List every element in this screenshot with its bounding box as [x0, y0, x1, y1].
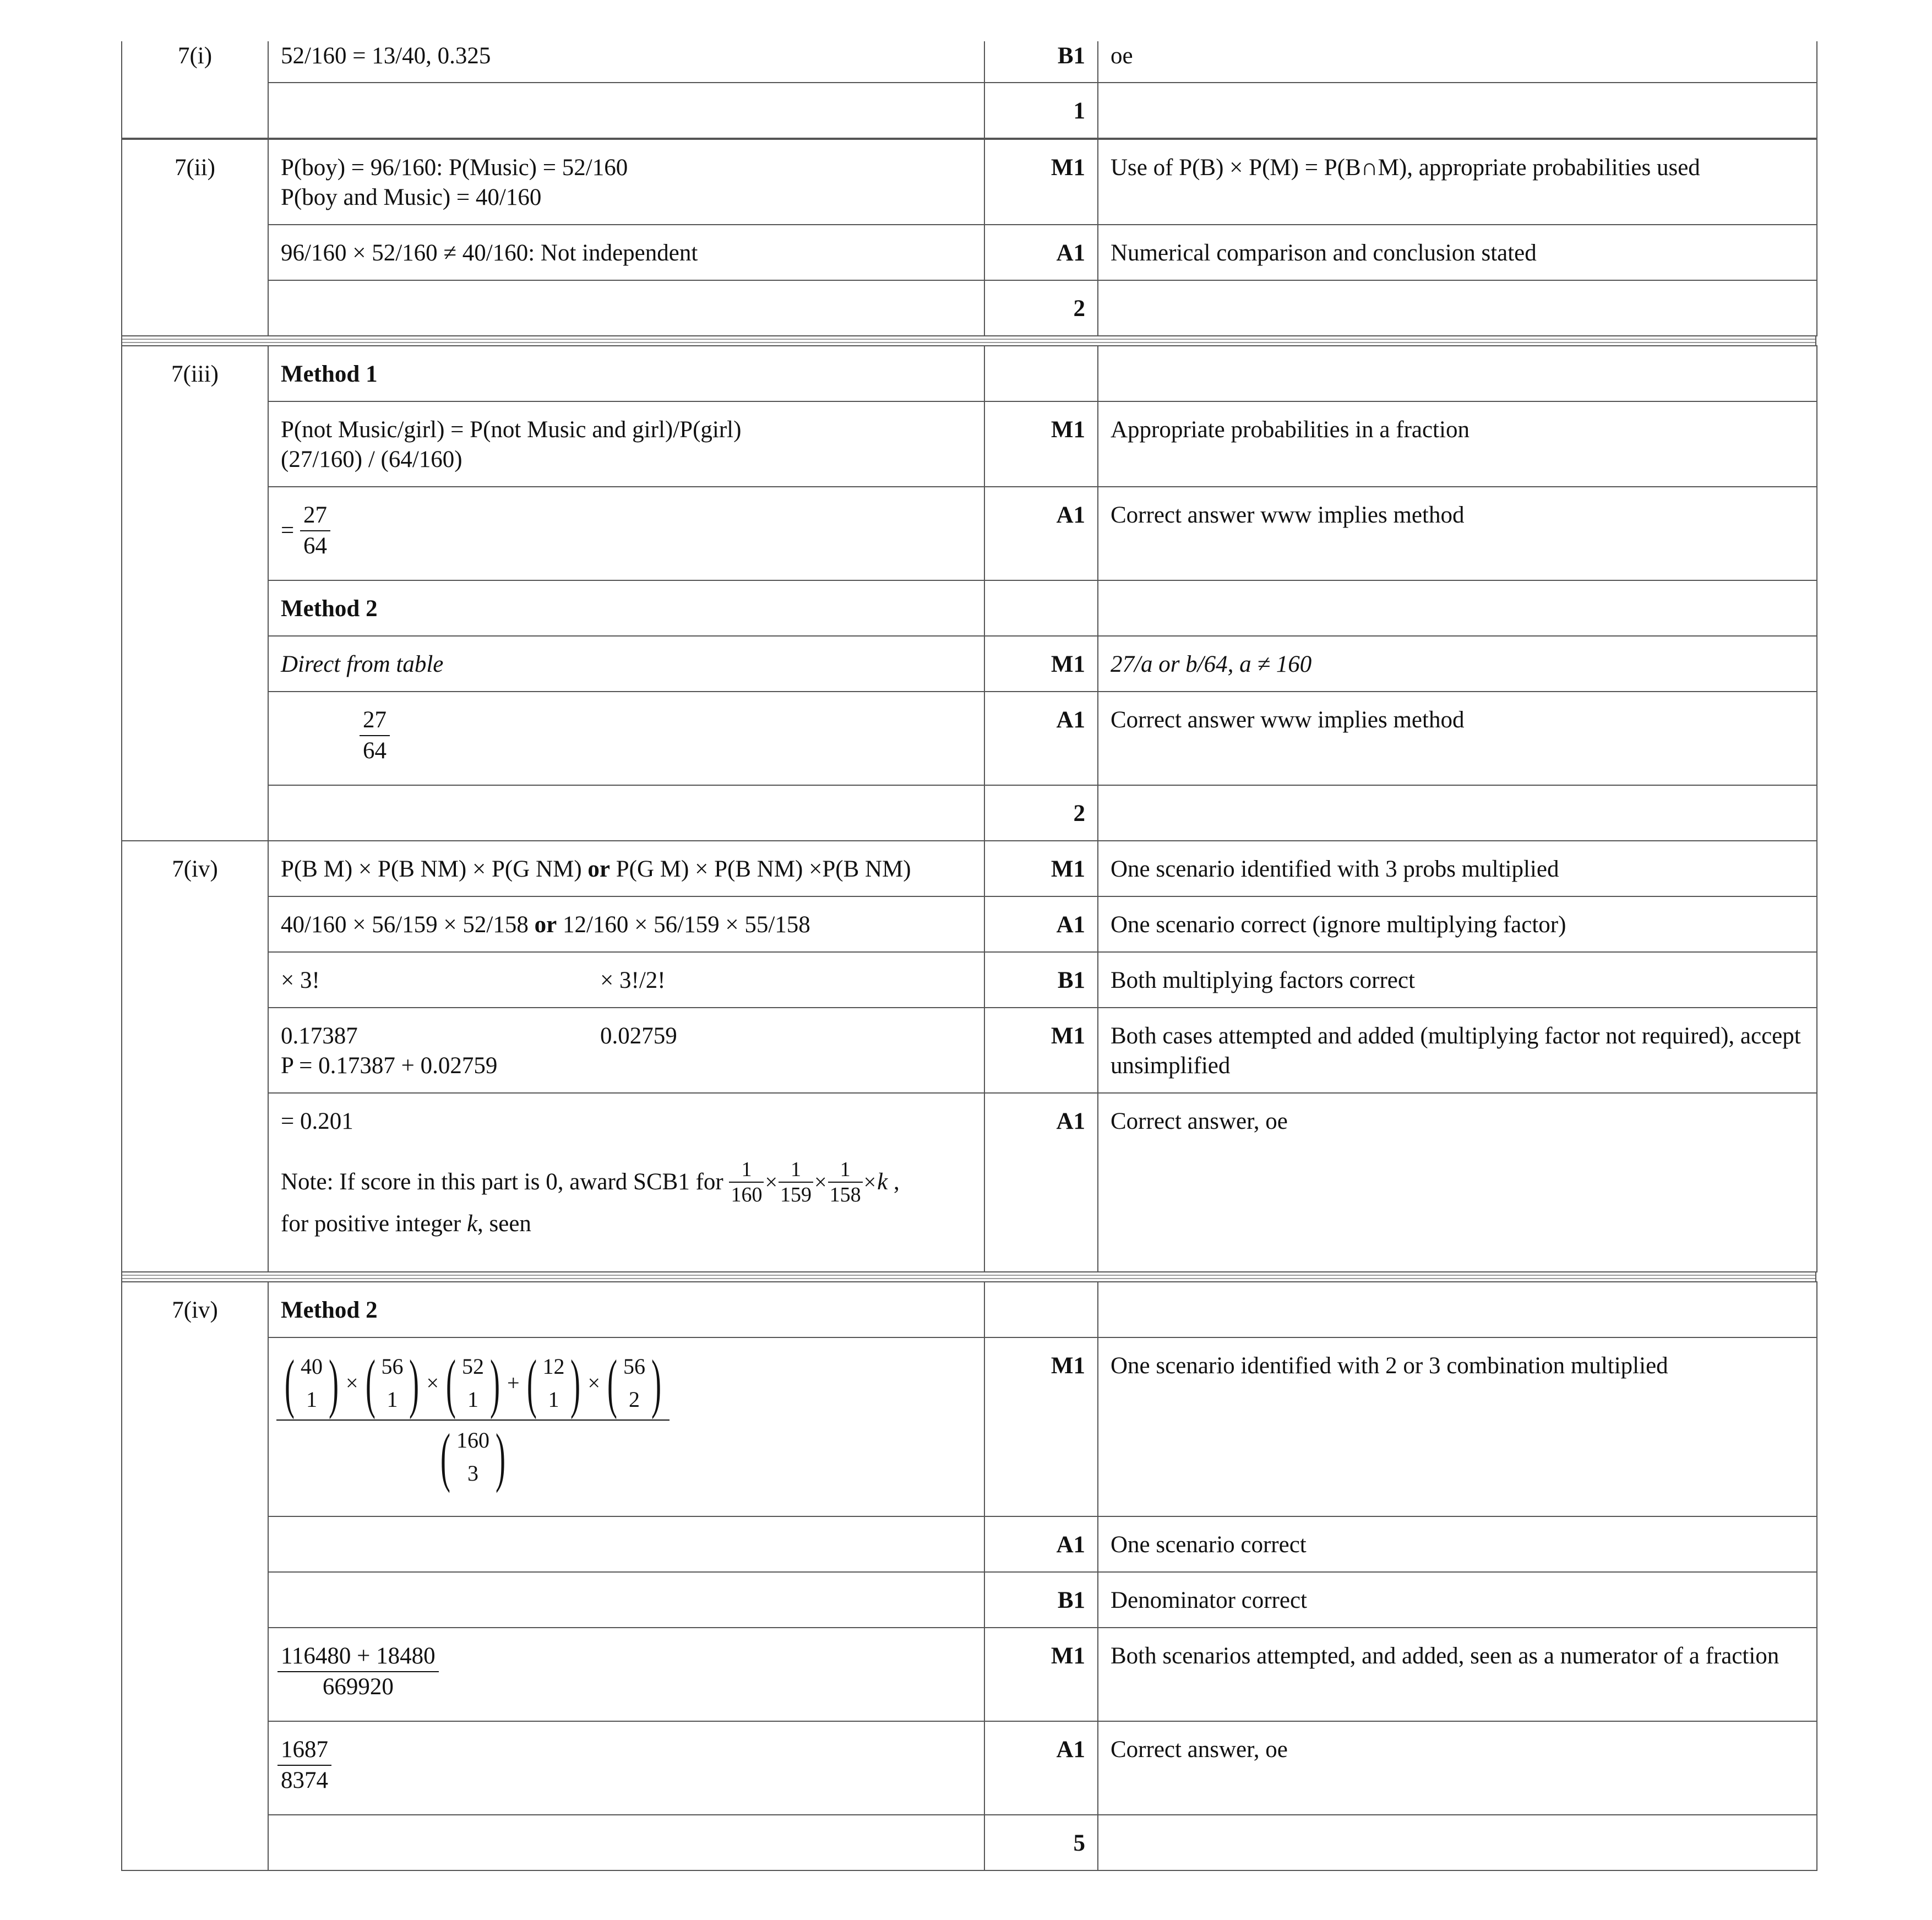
mark-cell: B1	[984, 41, 1098, 83]
answer-text: 0.02759	[600, 1022, 677, 1049]
binomial-top: 160	[456, 1427, 489, 1453]
table-row	[122, 636, 1817, 692]
note-text: for positive integer	[281, 1210, 467, 1237]
mark-scheme	[121, 41, 1816, 1871]
fraction	[277, 1641, 439, 1702]
numerator: 1	[729, 1157, 764, 1183]
denominator: 158	[829, 1183, 861, 1206]
answer-text: 12/160 × 56/159 × 55/158	[557, 911, 810, 938]
binomial-bottom: 1	[306, 1386, 317, 1412]
answer-text: × 3!	[281, 967, 320, 993]
mark-cell	[984, 346, 1098, 401]
answer-cell	[268, 280, 984, 336]
question-block-7ii	[121, 139, 1816, 336]
guidance-cell: oe	[1098, 41, 1817, 83]
table-row	[122, 1628, 1817, 1721]
method-heading: Method 2	[268, 580, 984, 636]
answer-cell	[268, 1008, 984, 1093]
guidance-cell: Both cases attempted and added (multiplying factor not required), accept unsimplified	[1098, 1008, 1817, 1093]
answer-cell	[268, 1721, 984, 1815]
block-divider	[121, 1272, 1816, 1281]
times-sign: ×	[765, 1169, 778, 1194]
question-number: 7(i)	[122, 41, 268, 138]
method-heading: Method 1	[268, 346, 984, 401]
guidance-cell: Both scenarios attempted, and added, seen as a numerator of a fraction	[1098, 1628, 1817, 1721]
guidance-cell: Correct answer, oe	[1098, 1721, 1817, 1815]
numerator	[276, 1346, 670, 1421]
times-sign: ×	[863, 1169, 877, 1194]
guidance-cell: Numerical comparison and conclusion stated	[1098, 225, 1817, 280]
fraction	[360, 705, 390, 766]
guidance-cell: Correct answer www implies method	[1098, 692, 1817, 785]
table-row	[122, 1721, 1817, 1815]
binomial: ( 12 1 )	[526, 1346, 581, 1419]
table-row	[122, 487, 1817, 580]
mark-cell: M1	[984, 1337, 1098, 1516]
numerator: 1687	[277, 1735, 331, 1766]
mark-cell: B1	[984, 952, 1098, 1008]
answer-cell	[268, 1093, 984, 1272]
guidance-cell: One scenario identified with 2 or 3 combination multiplied	[1098, 1337, 1817, 1516]
denominator: 160	[731, 1183, 763, 1206]
fraction	[729, 1157, 764, 1207]
denominator: 669920	[322, 1673, 394, 1700]
table-row	[122, 1093, 1817, 1272]
denominator: 64	[363, 738, 387, 764]
method-heading: Method 2	[268, 1282, 984, 1337]
fraction	[277, 1735, 331, 1796]
answer-cell	[268, 139, 984, 225]
denominator: 159	[780, 1183, 812, 1206]
guidance-cell: One scenario correct (ignore multiplying factor)	[1098, 896, 1817, 952]
denominator	[276, 1419, 670, 1493]
binomial: ( 56 2 )	[607, 1346, 661, 1419]
table-row	[122, 1815, 1817, 1870]
guidance-cell: One scenario identified with 3 probs multiplied	[1098, 841, 1817, 896]
operator: ×	[587, 1370, 600, 1395]
table-row	[122, 1572, 1817, 1628]
block-divider	[121, 336, 1816, 345]
mark-cell: A1	[984, 225, 1098, 280]
operator: ×	[426, 1370, 439, 1395]
table-row	[122, 952, 1817, 1008]
answer-cell	[268, 841, 984, 896]
guidance-cell: Correct answer www implies method	[1098, 487, 1817, 580]
answer-cell	[268, 1628, 984, 1721]
binomial: ( 56 1 )	[365, 1346, 420, 1419]
guidance-cell: Denominator correct	[1098, 1572, 1817, 1628]
guidance-cell	[1098, 1282, 1817, 1337]
table-row	[122, 692, 1817, 785]
answer-cell	[268, 952, 984, 1008]
guidance-cell	[1098, 83, 1817, 138]
binomial-bottom: 1	[467, 1386, 478, 1412]
binomial: ( 52 1 )	[445, 1346, 500, 1419]
note-text: Note: If score in this part is 0, award SCB1 for	[281, 1168, 723, 1195]
answer-cell	[268, 401, 984, 487]
note	[281, 1157, 972, 1207]
table-row	[122, 1282, 1817, 1337]
answer-cell	[268, 1815, 984, 1870]
question-number: 7(ii)	[122, 139, 268, 336]
answer-cell	[268, 1516, 984, 1572]
mark-cell: A1	[984, 487, 1098, 580]
answer-cell	[268, 692, 984, 785]
total-mark: 2	[984, 785, 1098, 841]
mark-cell: M1	[984, 139, 1098, 225]
answer-line: P = 0.17387 + 0.02759	[281, 1052, 498, 1079]
operator: ×	[345, 1370, 358, 1395]
binomial-bottom: 1	[548, 1386, 559, 1412]
answer-text: × 3!/2!	[600, 967, 666, 993]
note-text: , seen	[477, 1210, 531, 1237]
table-row	[122, 225, 1817, 280]
denominator: 8374	[281, 1767, 328, 1793]
table-row	[122, 139, 1817, 225]
table-row	[122, 280, 1817, 336]
total-mark: 2	[984, 280, 1098, 336]
numerator: 1	[779, 1157, 813, 1183]
answer-cell	[268, 1572, 984, 1628]
answer-cell	[268, 1337, 984, 1516]
note	[281, 1209, 972, 1239]
answer-line: P(boy and Music) = 40/160	[281, 184, 542, 210]
guidance-cell	[1098, 280, 1817, 336]
binomial-top: 40	[300, 1353, 323, 1379]
answer-cell: 96/160 × 52/160 ≠ 40/160: Not independent	[268, 225, 984, 280]
or-keyword: or	[534, 911, 557, 938]
answer-text: 0.17387	[281, 1022, 358, 1049]
answer-line: (27/160) / (64/160)	[281, 447, 462, 472]
binomial-top: 56	[623, 1353, 645, 1379]
answer-line: P(boy) = 96/160: P(Music) = 52/160	[281, 155, 628, 181]
question-block-7iii	[121, 345, 1816, 841]
table-row	[122, 841, 1817, 896]
denominator: 64	[303, 533, 328, 559]
guidance-cell	[1098, 580, 1817, 636]
or-keyword: or	[587, 856, 610, 882]
question-block-7iv	[121, 840, 1816, 1272]
note-text: ,	[888, 1168, 900, 1195]
mark-cell: M1	[984, 636, 1098, 692]
question-block-7i	[121, 41, 1816, 139]
table-row	[122, 41, 1817, 83]
table-row	[122, 896, 1817, 952]
answer-text: 40/160 × 56/159 × 52/158	[281, 911, 535, 938]
numerator: 27	[300, 501, 330, 531]
answer-cell	[268, 896, 984, 952]
binomial-top: 12	[542, 1353, 565, 1379]
question-number: 7(iii)	[122, 346, 268, 841]
guidance-cell: One scenario correct	[1098, 1516, 1817, 1572]
mark-cell	[984, 580, 1098, 636]
variable-k: k	[466, 1210, 478, 1237]
answer-cell: 52/160 = 13/40, 0.325	[268, 41, 984, 83]
mark-cell: M1	[984, 1008, 1098, 1093]
table-row	[122, 580, 1817, 636]
answer-cell	[268, 83, 984, 138]
binomial-top: 56	[381, 1353, 404, 1379]
guidance-cell	[1098, 346, 1817, 401]
question-number: 7(iv)	[122, 841, 268, 1272]
binomial-bottom: 2	[628, 1386, 640, 1412]
times-sign: ×	[814, 1169, 827, 1194]
mark-cell: A1	[984, 692, 1098, 785]
answer-text: P(B M) × P(B NM) × P(G NM)	[281, 856, 588, 882]
mark-cell: A1	[984, 1093, 1098, 1272]
fraction	[300, 501, 330, 561]
answer-text: P(G M) × P(B NM) ×P(B NM)	[609, 856, 911, 882]
guidance-cell: Appropriate probabilities in a fraction	[1098, 401, 1817, 487]
fraction	[828, 1157, 863, 1207]
guidance-cell	[1098, 785, 1817, 841]
answer-cell: Direct from table	[268, 636, 984, 692]
table-row	[122, 1337, 1817, 1516]
numerator: 27	[360, 705, 390, 736]
binomial-bottom: 3	[467, 1460, 478, 1486]
guidance-cell: Use of P(B) × P(M) = P(B∩M), appropriate probabilities used	[1098, 139, 1817, 225]
table-row	[122, 346, 1817, 401]
mark-cell: M1	[984, 401, 1098, 487]
binomial-bottom: 1	[387, 1386, 398, 1412]
binomial: ( 40 1 )	[284, 1346, 339, 1419]
binomial: ( 160 3 )	[440, 1419, 505, 1493]
answer-text: = 0.201	[281, 1108, 353, 1134]
numerator: 116480 + 18480	[277, 1641, 439, 1672]
total-mark: 1	[984, 83, 1098, 138]
guidance-cell: Correct answer, oe	[1098, 1093, 1817, 1272]
guidance-cell: Both multiplying factors correct	[1098, 952, 1817, 1008]
mark-cell: A1	[984, 1516, 1098, 1572]
mark-cell: M1	[984, 1628, 1098, 1721]
answer-line: P(not Music/girl) = P(not Music and girl)/P(girl)	[281, 417, 742, 443]
numerator: 1	[828, 1157, 863, 1183]
operator: +	[507, 1370, 520, 1395]
question-block-7iv-method2	[121, 1281, 1816, 1871]
combination-fraction	[276, 1346, 670, 1493]
variable-k: k	[877, 1168, 888, 1195]
equals-sign: =	[281, 518, 295, 543]
mark-cell: A1	[984, 896, 1098, 952]
table-row	[122, 785, 1817, 841]
fraction	[779, 1157, 813, 1207]
mark-cell: A1	[984, 1721, 1098, 1815]
table-row	[122, 1008, 1817, 1093]
mark-cell: B1	[984, 1572, 1098, 1628]
mark-cell: M1	[984, 841, 1098, 896]
table-row	[122, 1516, 1817, 1572]
guidance-cell: 27/a or b/64, a ≠ 160	[1098, 636, 1817, 692]
table-row	[122, 83, 1817, 138]
mark-cell	[984, 1282, 1098, 1337]
total-mark: 5	[984, 1815, 1098, 1870]
table-row	[122, 401, 1817, 487]
question-number: 7(iv)	[122, 1282, 268, 1870]
answer-cell	[268, 785, 984, 841]
binomial-top: 52	[461, 1353, 484, 1379]
answer-cell	[268, 487, 984, 580]
guidance-cell	[1098, 1815, 1817, 1870]
